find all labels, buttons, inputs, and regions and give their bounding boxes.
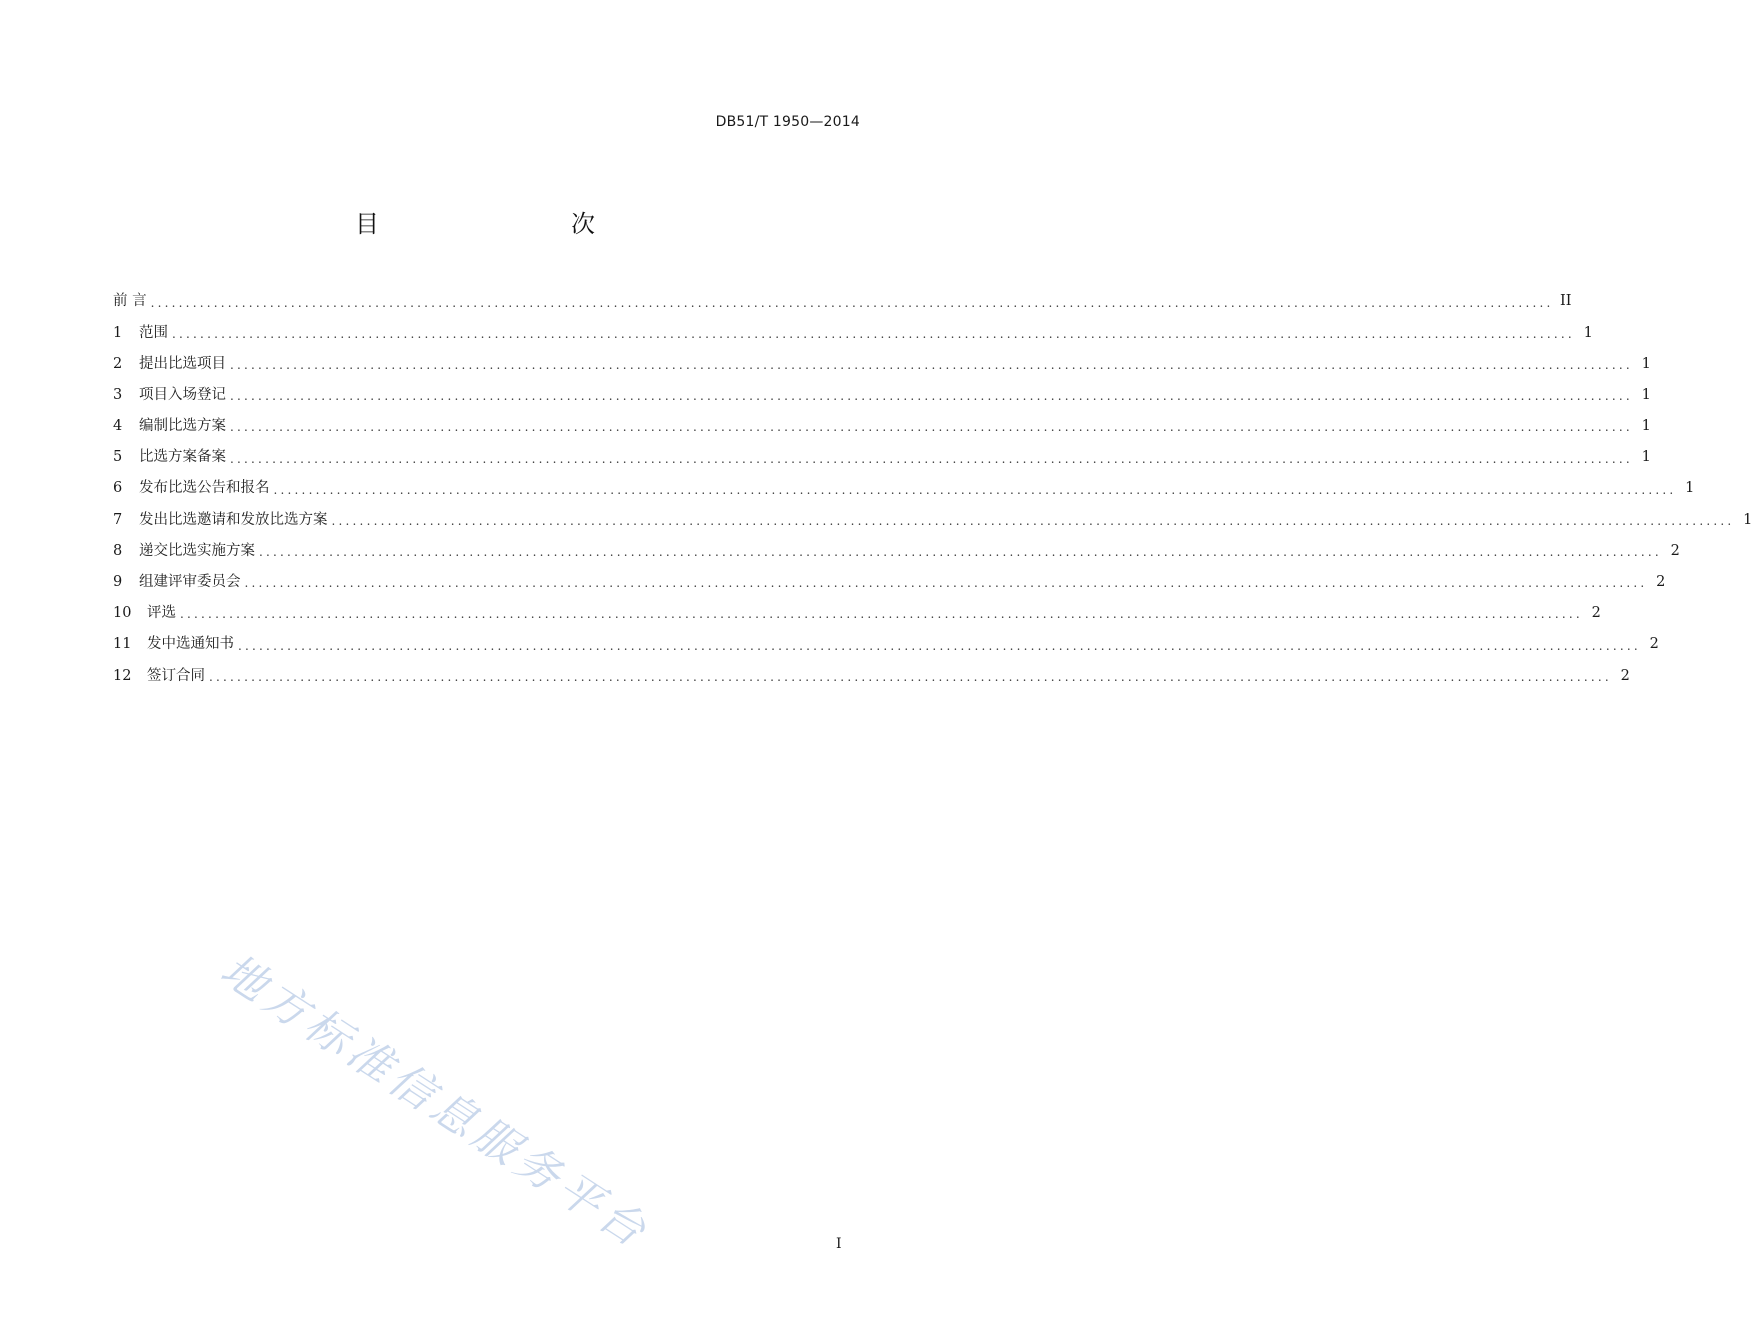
toc-dot-leader: ........................................................................................................................................................................................................ — [273, 482, 1677, 497]
toc-dot-leader: ........................................................................................................................................................................................................ — [230, 420, 1633, 435]
toc-entry-number: 9 — [113, 574, 123, 591]
toc-entry[interactable] — [113, 317, 1593, 348]
toc-dot-leader: ........................................................................................................................................................................................................ — [238, 638, 1641, 653]
toc-entry-number: 3 — [113, 386, 123, 403]
standard-code: DB51/T 1950—2014 — [715, 114, 860, 130]
toc-entry-number: 11 — [113, 636, 132, 653]
watermark: 地方标准信息服务平台 — [211, 944, 659, 1260]
toc-entry[interactable] — [113, 286, 1572, 317]
toc-dot-leader: ........................................................................................................................................................................................................ — [150, 295, 1554, 310]
toc-entry[interactable] — [113, 598, 1601, 629]
toc-entry[interactable] — [113, 473, 1695, 504]
table-of-contents — [113, 286, 1752, 691]
toc-entry-number: 4 — [113, 418, 123, 435]
toc-dot-leader: ........................................................................................................................................................................................................ — [209, 669, 1612, 684]
toc-entry-label: 前 言 — [113, 293, 147, 310]
toc-entry-number: 12 — [113, 667, 132, 684]
toc-entry-page: 2 — [1649, 636, 1659, 653]
toc-entry-page: 1 — [1583, 324, 1593, 341]
toc-dot-leader: ........................................................................................................................................................................................................ — [172, 326, 1575, 341]
toc-entry-number: 8 — [113, 542, 123, 559]
toc-entry-label: 发中选通知书 — [147, 636, 234, 653]
toc-entry-label: 签订合同 — [147, 667, 205, 684]
toc-entry-label: 发布比选公告和报名 — [139, 480, 270, 497]
toc-entry-number: 6 — [113, 480, 123, 497]
toc-entry[interactable] — [113, 504, 1752, 535]
toc-entry-page: 1 — [1641, 355, 1651, 372]
toc-entry-label: 评选 — [147, 605, 176, 622]
toc-entry[interactable] — [113, 567, 1666, 598]
toc-entry-number: 7 — [113, 511, 123, 528]
toc-dot-leader: ........................................................................................................................................................................................................ — [230, 389, 1633, 404]
toc-entry-label: 递交比选实施方案 — [139, 542, 255, 559]
toc-entry-page: 1 — [1641, 418, 1651, 435]
toc-entry-page: 2 — [1656, 574, 1666, 591]
toc-entry-label: 发出比选邀请和发放比选方案 — [139, 511, 328, 528]
toc-entry[interactable] — [113, 536, 1680, 567]
toc-entry[interactable] — [113, 629, 1659, 660]
page-title: 目 次 — [355, 210, 643, 238]
toc-entry-label: 提出比选项目 — [139, 355, 226, 372]
toc-entry-label: 比选方案备案 — [139, 449, 226, 466]
toc-entry-label: 范围 — [139, 324, 168, 341]
toc-dot-leader: ........................................................................................................................................................................................................ — [230, 451, 1633, 466]
toc-entry-page: 1 — [1641, 386, 1651, 403]
toc-entry-label: 组建评审委员会 — [139, 574, 241, 591]
toc-dot-leader: ........................................................................................................................................................................................................ — [244, 576, 1648, 591]
toc-entry-page: 1 — [1743, 511, 1752, 528]
toc-entry-page: 2 — [1591, 605, 1601, 622]
toc-dot-leader: ........................................................................................................................................................................................................ — [180, 607, 1583, 622]
toc-entry-number: 1 — [113, 324, 123, 341]
toc-entry[interactable] — [113, 348, 1651, 379]
toc-entry-page: 1 — [1641, 449, 1651, 466]
toc-entry[interactable] — [113, 411, 1651, 442]
toc-entry-label: 项目入场登记 — [139, 386, 226, 403]
toc-entry-page: 1 — [1685, 480, 1695, 497]
toc-entry[interactable] — [113, 660, 1630, 691]
toc-entry-label: 编制比选方案 — [139, 418, 226, 435]
toc-dot-leader: ........................................................................................................................................................................................................ — [230, 357, 1633, 372]
toc-entry-page: 2 — [1620, 667, 1630, 684]
toc-entry-number: 10 — [113, 605, 132, 622]
toc-entry-number: 5 — [113, 449, 123, 466]
toc-entry[interactable] — [113, 442, 1651, 473]
toc-entry[interactable] — [113, 380, 1651, 411]
toc-entry-number: 2 — [113, 355, 123, 372]
page-number: I — [836, 1236, 842, 1252]
toc-entry-page: 2 — [1670, 542, 1680, 559]
toc-entry-page: II — [1560, 293, 1572, 310]
toc-dot-leader: ........................................................................................................................................................................................................ — [331, 513, 1735, 528]
toc-dot-leader: ........................................................................................................................................................................................................ — [259, 545, 1662, 560]
